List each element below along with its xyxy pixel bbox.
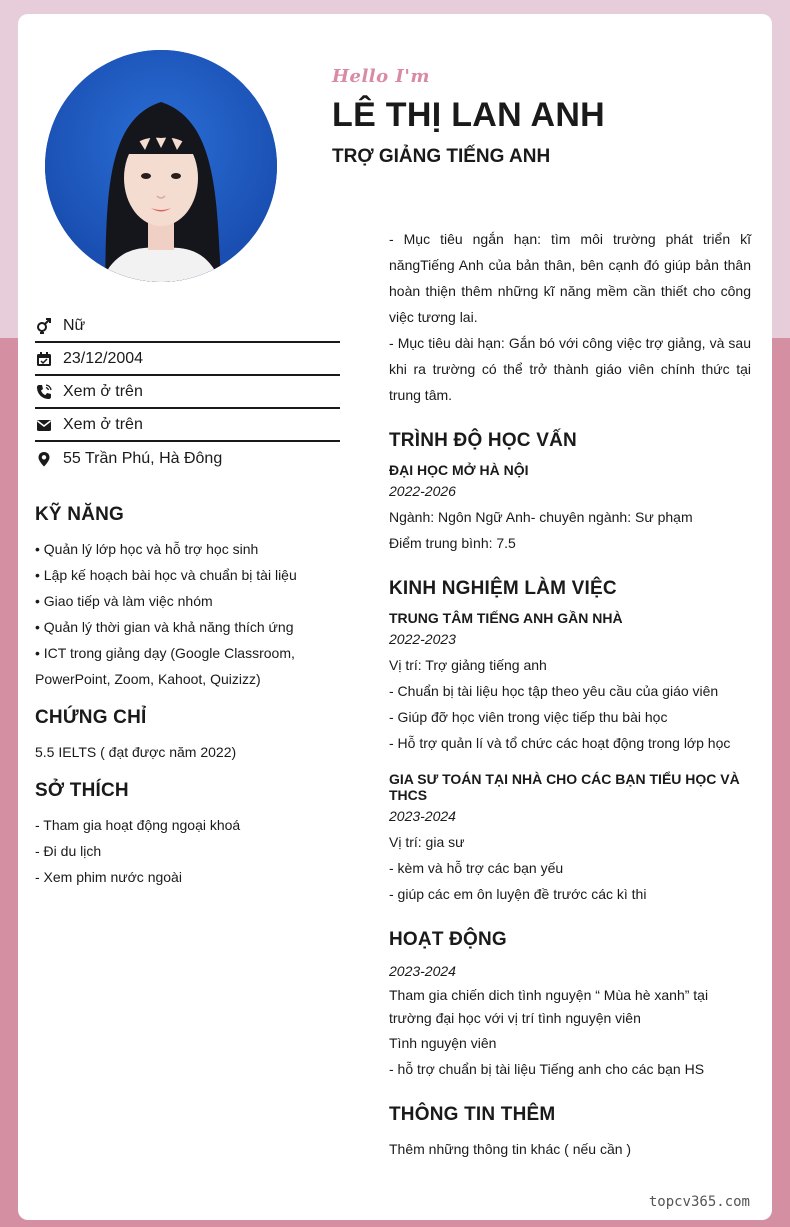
- gender-value: Nữ: [63, 316, 86, 334]
- certificates-title: CHỨNG CHỈ: [35, 707, 147, 728]
- contact-email: [35, 409, 340, 442]
- contact-list: [35, 310, 340, 475]
- education-period: 2022-2026: [389, 483, 456, 499]
- activity-detail: Tình nguyện viên: [389, 1035, 497, 1051]
- job-detail: Vị trí: gia sư: [389, 834, 465, 850]
- job-company: GIA SƯ TOÁN TẠI NHÀ CHO CÁC BẠN TIỂU HỌC VÀ THCS: [389, 771, 740, 803]
- education-detail: Ngành: Ngôn Ngữ Anh- chuyên ngành: Sư phạm: [389, 509, 693, 525]
- more-info-text: Thêm những thông tin khác ( nếu cần ): [389, 1141, 632, 1157]
- job-company: TRUNG TÂM TIẾNG ANH GẦN NHÀ: [389, 610, 623, 626]
- objective-long-term: - Mục tiêu dài hạn: Gắn bó với công việc trợ giảng, và sau khi ra trường có thể trở thành giáo viên chính thức tại trung tâm.: [389, 335, 751, 403]
- objective-section: [389, 226, 751, 408]
- education-detail: Điểm trung bình: 7.5: [389, 535, 516, 551]
- hobby-item: - Xem phim nước ngoài: [35, 869, 182, 885]
- job-detail: - Chuẩn bị tài liệu học tập theo yêu cầu của giáo viên: [389, 683, 719, 699]
- skills-section: [35, 504, 340, 692]
- job-title: TRỢ GIẢNG TIẾNG ANH: [332, 146, 551, 167]
- contact-birthday: [35, 343, 340, 376]
- certificate-item: 5.5 IELTS ( đạt được năm 2022): [35, 744, 237, 760]
- contact-address: [35, 442, 340, 475]
- skill-item: • Lập kế hoạch bài học và chuẩn bị tài liệu: [35, 567, 297, 583]
- experience-title: KINH NGHIỆM LÀM VIỆC: [389, 578, 617, 599]
- left-column: [35, 504, 340, 890]
- experience-section: [389, 578, 751, 907]
- job-period: 2023-2024: [389, 808, 456, 824]
- job-detail: - Hỗ trợ quản lí và tổ chức các hoạt động trong lớp học: [389, 735, 731, 751]
- hobby-item: - Tham gia hoạt động ngoại khoá: [35, 817, 241, 833]
- watermark: topcv365.com: [648, 1194, 750, 1210]
- activities-title: HOẠT ĐỘNG: [389, 929, 507, 950]
- cv-card: [18, 14, 772, 1220]
- certificates-section: [35, 707, 340, 765]
- full-name: LÊ THỊ LAN ANH: [332, 96, 606, 134]
- contact-gender: [35, 310, 340, 343]
- skill-item: • Quản lý lớp học và hỗ trợ học sinh: [35, 541, 259, 557]
- gender-icon: [36, 318, 52, 334]
- job-detail: - giúp các em ôn luyện đề trước các kì thi: [389, 886, 647, 902]
- objective-short-term: - Mục tiêu ngắn hạn: tìm môi trường phát triển kĩ năngTiếng Anh của bản thân, bên cạnh đó giúp bản thân hoàn thiện thêm những kĩ năng mềm cần thiết cho công việc tương lai.: [389, 231, 751, 325]
- more-info-section: [389, 1104, 751, 1162]
- email-value: Xem ở trên: [63, 415, 143, 433]
- more-info-title: THÔNG TIN THÊM: [389, 1104, 556, 1125]
- profile-photo: [45, 50, 277, 282]
- activity-description: Tham gia chiến dich tình nguyện “ Mùa hè xanh” tại trường đại học với vị trí tình nguyện viên: [389, 987, 709, 1026]
- activity-detail: - hỗ trợ chuẩn bị tài liệu Tiếng anh cho các bạn HS: [389, 1061, 705, 1077]
- job-detail: - Giúp đỡ học viên trong việc tiếp thu bài học: [389, 709, 668, 725]
- education-title: TRÌNH ĐỘ HỌC VẤN: [389, 430, 577, 451]
- location-icon: [36, 451, 52, 467]
- skill-item: • ICT trong giảng dạy (Google Classroom, PowerPoint, Zoom, Kahoot, Quizizz): [35, 645, 295, 687]
- job-period: 2022-2023: [389, 631, 456, 647]
- skills-title: KỸ NĂNG: [35, 504, 125, 525]
- hobbies-section: [35, 780, 340, 890]
- activities-section: [389, 929, 751, 1082]
- birthday-value: 23/12/2004: [63, 349, 144, 367]
- right-column: [389, 226, 751, 1162]
- contact-phone: [35, 376, 340, 409]
- email-icon: [36, 417, 52, 433]
- job-detail: Vị trí: Trợ giảng tiếng anh: [389, 657, 547, 673]
- calendar-icon: [36, 351, 52, 367]
- job-entry: [389, 771, 751, 907]
- education-section: [389, 430, 751, 556]
- hello-greeting: Hello I'm: [332, 66, 430, 87]
- school-name: ĐẠI HỌC MỞ HÀ NỘI: [389, 462, 529, 478]
- skill-item: • Quản lý thời gian và khả năng thích ứng: [35, 619, 294, 635]
- phone-value: Xem ở trên: [63, 382, 143, 400]
- job-detail: - kèm và hỗ trợ các bạn yếu: [389, 860, 564, 876]
- address-value: 55 Trần Phú, Hà Đông: [63, 449, 223, 467]
- hobbies-title: SỞ THÍCH: [35, 780, 129, 801]
- skill-item: • Giao tiếp và làm việc nhóm: [35, 593, 213, 609]
- hobby-item: - Đi du lịch: [35, 843, 102, 859]
- phone-icon: [36, 384, 52, 400]
- activity-period: 2023-2024: [389, 963, 456, 979]
- job-entry: [389, 610, 751, 756]
